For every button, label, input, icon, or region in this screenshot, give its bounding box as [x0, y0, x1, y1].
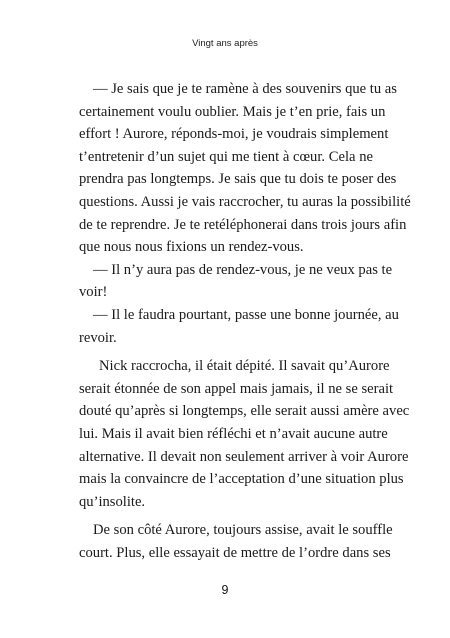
text-line: qu’insolite. [79, 493, 146, 510]
text-line: voir! [79, 284, 108, 301]
text-line: certainement voulu oublier. Mais je t’en prie, fais un [79, 103, 386, 120]
text-line: revoir. [79, 329, 117, 346]
text-line: Nick raccrocha, il était dépité. Il savait qu’Aurore [99, 358, 390, 375]
text-line: — Il n’y aura pas de rendez-vous, je ne veux pas te [93, 261, 393, 278]
text-line: lui. Mais il avait bien réfléchi et n’avait aucune autre [79, 425, 388, 442]
text-line: de te reprendre. Je te retéléphonerai dans trois jours afin [79, 216, 407, 233]
running-header: Vingt ans après [192, 38, 258, 49]
text-line: prendra pas longtemps. Je sais que tu dois te poser des [79, 171, 397, 188]
text-line: mais la convaincre de l’acceptation d’une situation plus [79, 471, 404, 488]
text-line: effort ! Aurore, réponds-moi, je voudrais simplement [79, 126, 389, 143]
text-line: — Il le faudra pourtant, passe une bonne journée, au [93, 306, 399, 323]
body-text [79, 78, 411, 564]
text-line: serait étonnée de son appel mais jamais, il ne se serait [79, 380, 394, 397]
text-line: que nous nous fixions un rendez-vous. [79, 239, 304, 256]
text-line: court. Plus, elle essayait de mettre de l’ordre dans ses [79, 544, 391, 561]
text-line: questions. Aussi je vais raccrocher, tu auras la possibilité [79, 193, 411, 210]
text-line: — Je sais que je te ramène à des souvenirs que tu as [93, 81, 397, 97]
text-line: t’entretenir d’un sujet qui me tient à cœur. Cela ne [79, 148, 373, 165]
text-line: douté qu’après si longtemps, elle serait aussi amère avec [79, 403, 410, 420]
text-line: alternative. Il devait non seulement arriver à voir Aurore [79, 448, 409, 465]
page-number: 9 [221, 583, 229, 597]
text-line: De son côté Aurore, toujours assise, avait le souffle [93, 522, 393, 539]
